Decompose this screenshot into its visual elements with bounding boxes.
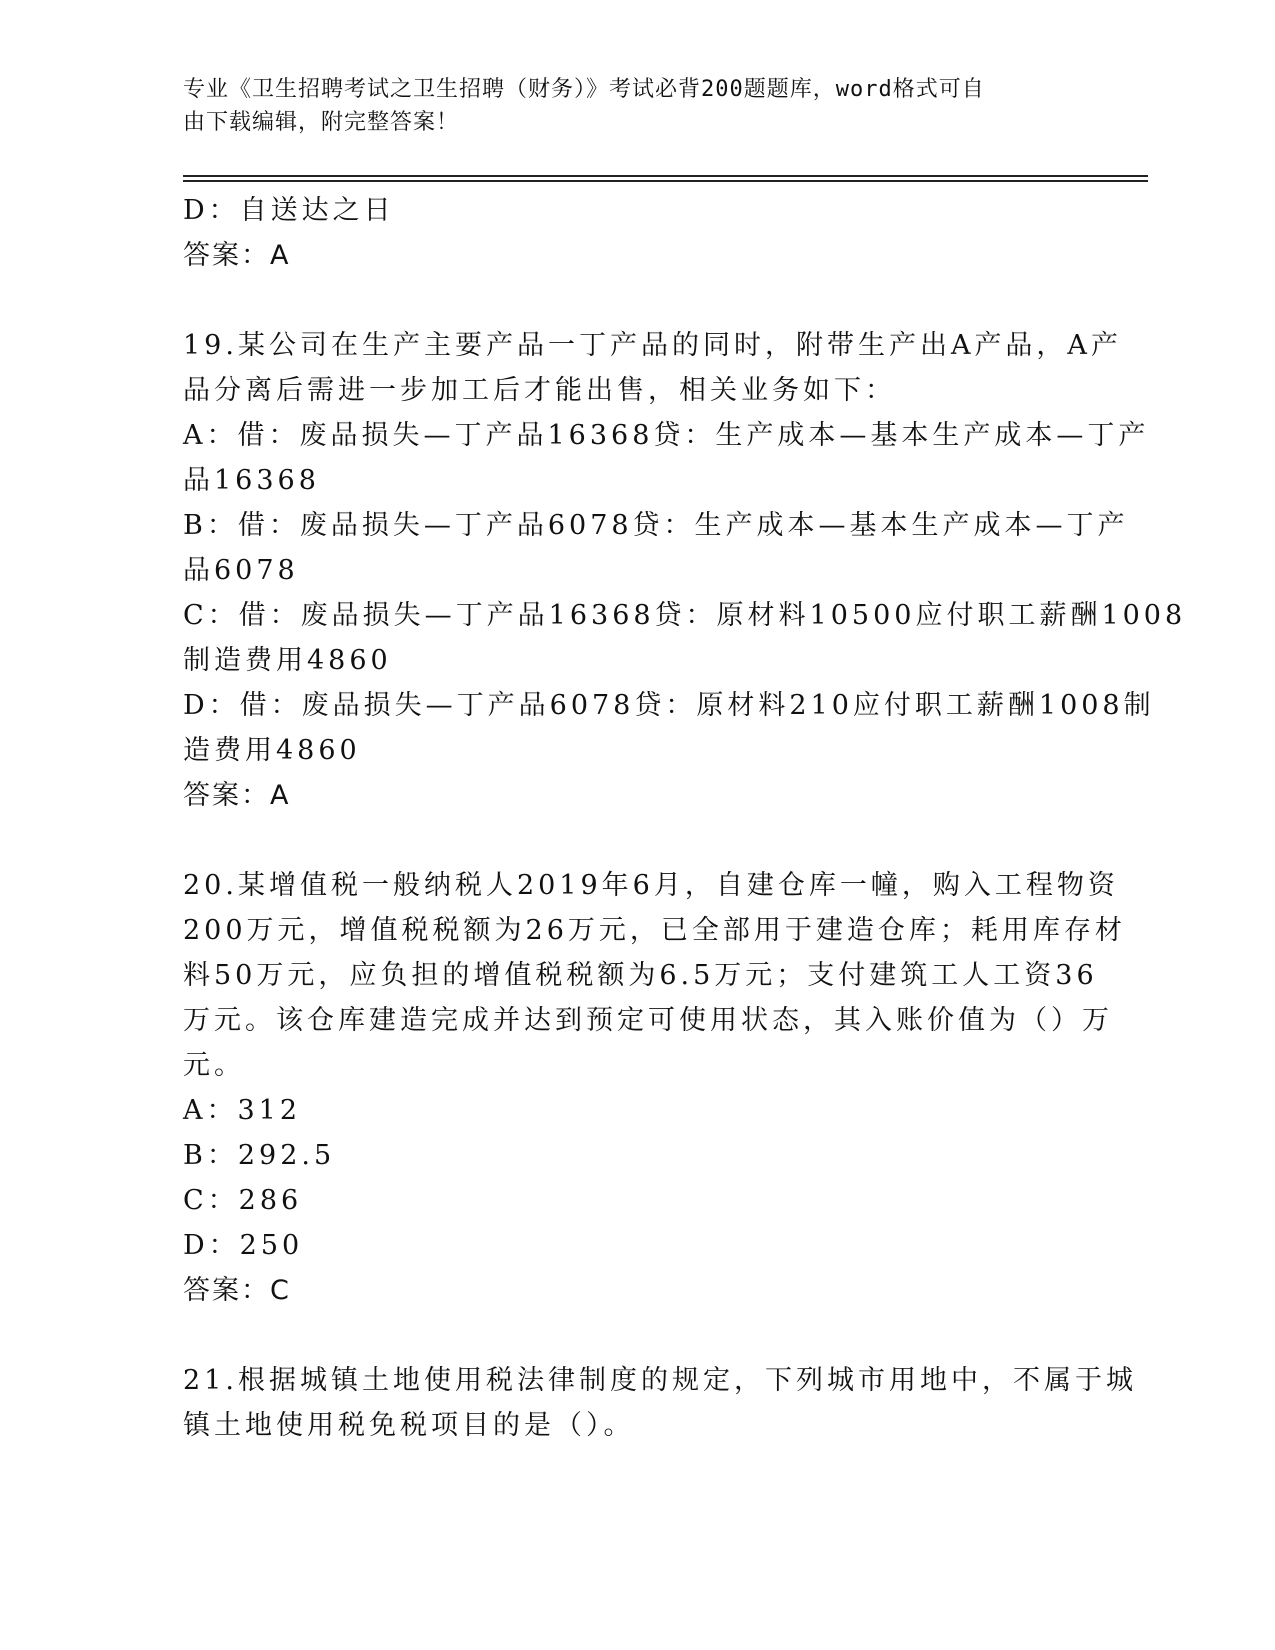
- header-line-1: 专业《卫生招聘考试之卫生招聘（财务）》考试必背200题题库，word格式可自: [183, 77, 985, 102]
- option-c: 制造费用4860: [183, 645, 392, 676]
- question-stem: 19.某公司在生产主要产品一丁产品的同时，附带生产出A产品，A产: [183, 330, 1122, 361]
- question-21: [183, 1358, 1137, 1448]
- question-20: [183, 863, 1126, 1313]
- question-stem: 200万元，增值税税额为26万元，已全部用于建造仓库；耗用库存材: [183, 915, 1126, 946]
- answer-line: 答案：C: [183, 1275, 291, 1306]
- answer-line: 答案：A: [183, 780, 291, 811]
- option-d: D：自送达之日: [183, 195, 395, 226]
- question-stem: 21.根据城镇土地使用税法律制度的规定，下列城市用地中，不属于城: [183, 1365, 1137, 1396]
- option-b: 品6078: [183, 555, 299, 586]
- document-body: [183, 188, 1187, 1448]
- option-c: C：借：废品损失—丁产品16368贷：原材料10500应付职工薪酬1008: [183, 600, 1187, 631]
- option-a: 品16368: [183, 465, 320, 496]
- option-c: C：286: [183, 1185, 303, 1216]
- option-b: B：借：废品损失—丁产品6078贷：生产成本—基本生产成本—丁产: [183, 510, 1129, 541]
- answer-line: 答案：A: [183, 240, 291, 271]
- spacer: [183, 1313, 1073, 1358]
- question-19: [183, 323, 1187, 818]
- question-stem: 料50万元，应负担的增值税税额为6.5万元；支付建筑工人工资36: [183, 960, 1098, 991]
- question-stem: 20.某增值税一般纳税人2019年6月，自建仓库一幢，购入工程物资: [183, 870, 1119, 901]
- question-stem: 万元。该仓库建造完成并达到预定可使用状态，其入账价值为（）万: [183, 1005, 1113, 1036]
- option-d: D：250: [183, 1230, 304, 1261]
- option-b: B：292.5: [183, 1140, 336, 1171]
- question-stem: 元。: [183, 1050, 245, 1081]
- question-stem: 品分离后需进一步加工后才能出售，相关业务如下：: [183, 375, 896, 406]
- header-line-2: 由下载编辑，附完整答案！: [183, 110, 460, 135]
- document-header: [183, 73, 1073, 139]
- option-d: D：借：废品损失—丁产品6078贷：原材料210应付职工薪酬1008制: [183, 690, 1155, 721]
- header-divider-top: [183, 175, 1148, 177]
- option-d: 造费用4860: [183, 735, 361, 766]
- question-stem: 镇土地使用税免税项目的是（）。: [183, 1410, 635, 1441]
- option-a: A：借：废品损失—丁产品16368贷：生产成本—基本生产成本—丁产: [183, 420, 1150, 451]
- spacer: [183, 818, 1073, 863]
- previous-question-tail: [183, 188, 1073, 278]
- header-divider-bottom: [183, 180, 1148, 182]
- spacer: [183, 278, 1073, 323]
- option-a: A：312: [183, 1095, 302, 1126]
